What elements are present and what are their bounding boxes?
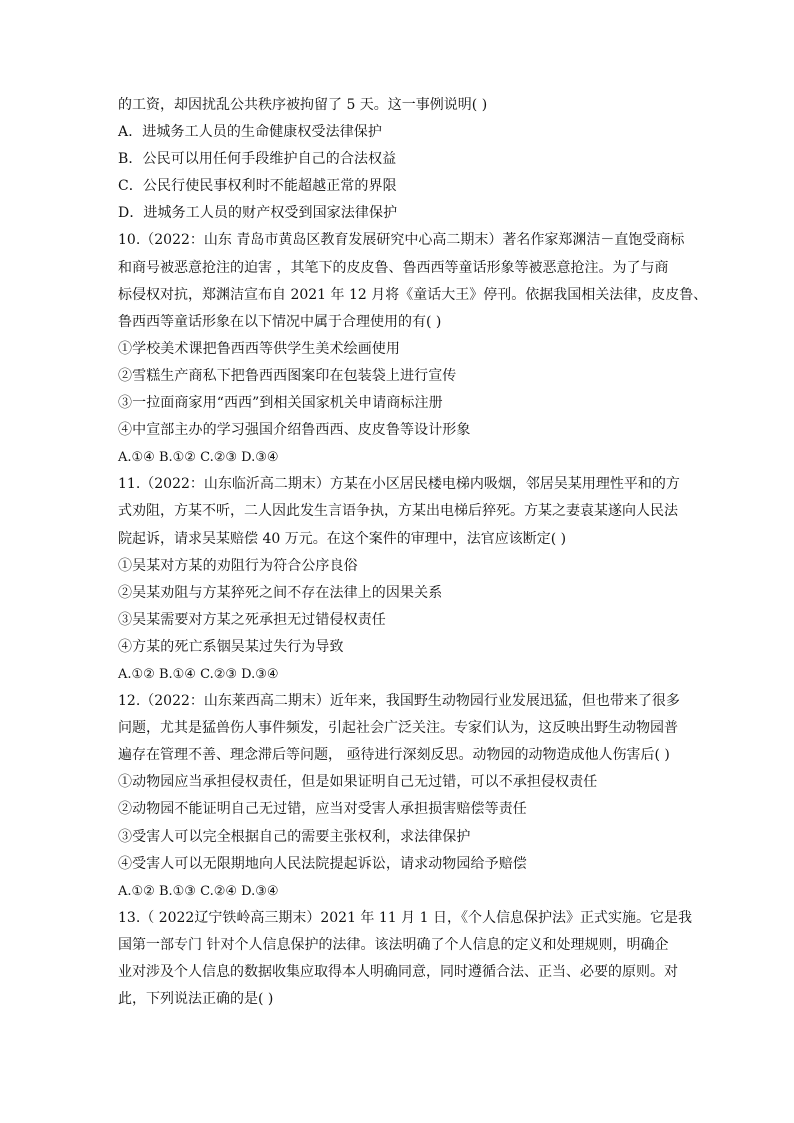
question-10-stem-line: 标侵权对抗，郑渊洁宣布自 2021 年 12 月将《童话大王》停刊。依据我国相关法律，皮皮鲁、 — [118, 286, 708, 303]
question-12-stem-line: 12.（2022：山东莱西高二期末）近年来，我国野生动物园行业发展迅猛，但也带来了很多 — [118, 693, 680, 710]
question-12 — [118, 688, 678, 905]
exam-page — [118, 92, 708, 1013]
question-12-statement-3: ③受害人可以完全根据自己的需要主张权利，求法律保护 — [118, 828, 471, 845]
question-11-statement-3: ③吴某需要对方某之死承担无过错侵权责任 — [118, 611, 386, 628]
question-11-stem-line: 院起诉，请求吴某赔偿 40 万元。在这个案件的审理中，法官应该断定( ) — [118, 530, 567, 547]
question-11-statement-4: ④方某的死亡系铟吴某过失行为导致 — [118, 638, 344, 655]
question-10-statement-3: ③一拉面商家用“西西”到相关国家机关申请商标注册 — [118, 395, 443, 412]
question-10-stem-line: 和商号被恶意抢注的迫害 ，其笔下的皮皮鲁、鲁西西等童话形象等被恶意抢注。为了与商 — [118, 259, 669, 276]
question-10-statement-1: ①学校美术课把鲁西西等供学生美术绘画使用 — [118, 340, 400, 357]
question-9-choice-c: C．公民行使民事权利时不能超越正常的界限 — [118, 178, 397, 195]
question-11-statement-1: ①吴某对方某的劝阻行为符合公序良俗 — [118, 557, 358, 574]
question-12-statement-1: ①动物园应当承担侵权责任，但是如果证明自己无过错，可以不承担侵权责任 — [118, 774, 598, 791]
question-9 — [118, 92, 678, 227]
question-13-stem-line: 国第一部专门 针对个人信息保护的法律。该法明确了个人信息的定义和处理规则，明确企 — [118, 936, 669, 953]
question-12-statement-4: ④受害人可以无限期地向人民法院提起诉讼，请求动物园给予赔偿 — [118, 855, 527, 872]
question-13-stem-line: 业对涉及个人信息的数据收集应取得本人明确同意，同时遵循合法、正当、必要的原则。对 — [118, 964, 678, 980]
question-12-options: A.①② B.①③ C.②④ D.③④ — [118, 883, 279, 899]
question-12-stem-line: 遍存在管理不善、理念滞后等问题， 亟待进行深刻反思。动物园的动物造成他人伤害后( ) — [118, 747, 670, 764]
question-10-statement-2: ②雪糕生产商私下把鲁西西图案印在包装袋上进行宣传 — [118, 367, 457, 384]
question-12-stem-line: 问题，尤其是猛兽伤人事件频发，引起社会广泛关注。专家们认为，这反映出野生动物园普 — [118, 720, 678, 737]
question-11-statement-2: ②吴某劝阻与方某猝死之间不存在法律上的因果关系 — [118, 584, 443, 601]
question-11 — [118, 471, 678, 688]
question-9-choice-b: B．公民可以用任何手段维护自己的合法权益 — [118, 151, 397, 168]
question-10-stem-line: 鲁西西等童话形象在以下情况中属于合理使用的有( ) — [118, 313, 442, 330]
question-10-options: A.①④ B.①② C.②③ D.③④ — [118, 450, 279, 466]
question-10 — [118, 227, 708, 471]
question-10-statement-4: ④中宣部主办的学习强国介绍鲁西西、皮皮鲁等设计形象 — [118, 422, 471, 439]
question-13 — [118, 905, 692, 1013]
question-13-stem-line: 此，下列说法正确的是( ) — [118, 991, 274, 1008]
question-10-stem-line: 10.（2022：山东 青岛市黄岛区教育发展研究中心高二期末）著名作家郑渊洁－直饱受商标 — [118, 232, 685, 249]
question-9-choice-a: A．进城务工人员的生命健康权受法律保护 — [118, 124, 383, 141]
question-9-stem-tail: 的工资，却因扰乱公共秩序被拘留了 5 天。这一事例说明( ) — [118, 97, 488, 113]
question-9-choice-d: D．进城务工人员的财产权受到国家法律保护 — [118, 205, 398, 222]
question-11-stem-line: 11.（2022：山东临沂高二期末）方某在小区居民楼电梯内吸烟，邻居吴某用理性平和的方 — [118, 476, 680, 493]
question-12-statement-2: ②动物园不能证明自己无过错，应当对受害人承担损害赔偿等责任 — [118, 801, 527, 818]
question-11-stem-line: 式劝阻，方某不听，二人因此发生言语争执，方某出电梯后猝死。方某之妻袁某遂向人民法 — [118, 503, 678, 520]
question-11-options: A.①② B.①④ C.②③ D.③④ — [118, 666, 279, 682]
question-13-stem-line: 13.（ 2022辽宁铁岭高三期末）2021 年 11 月 1 日，《个人信息保护法》正式实施。它是我 — [118, 909, 692, 926]
